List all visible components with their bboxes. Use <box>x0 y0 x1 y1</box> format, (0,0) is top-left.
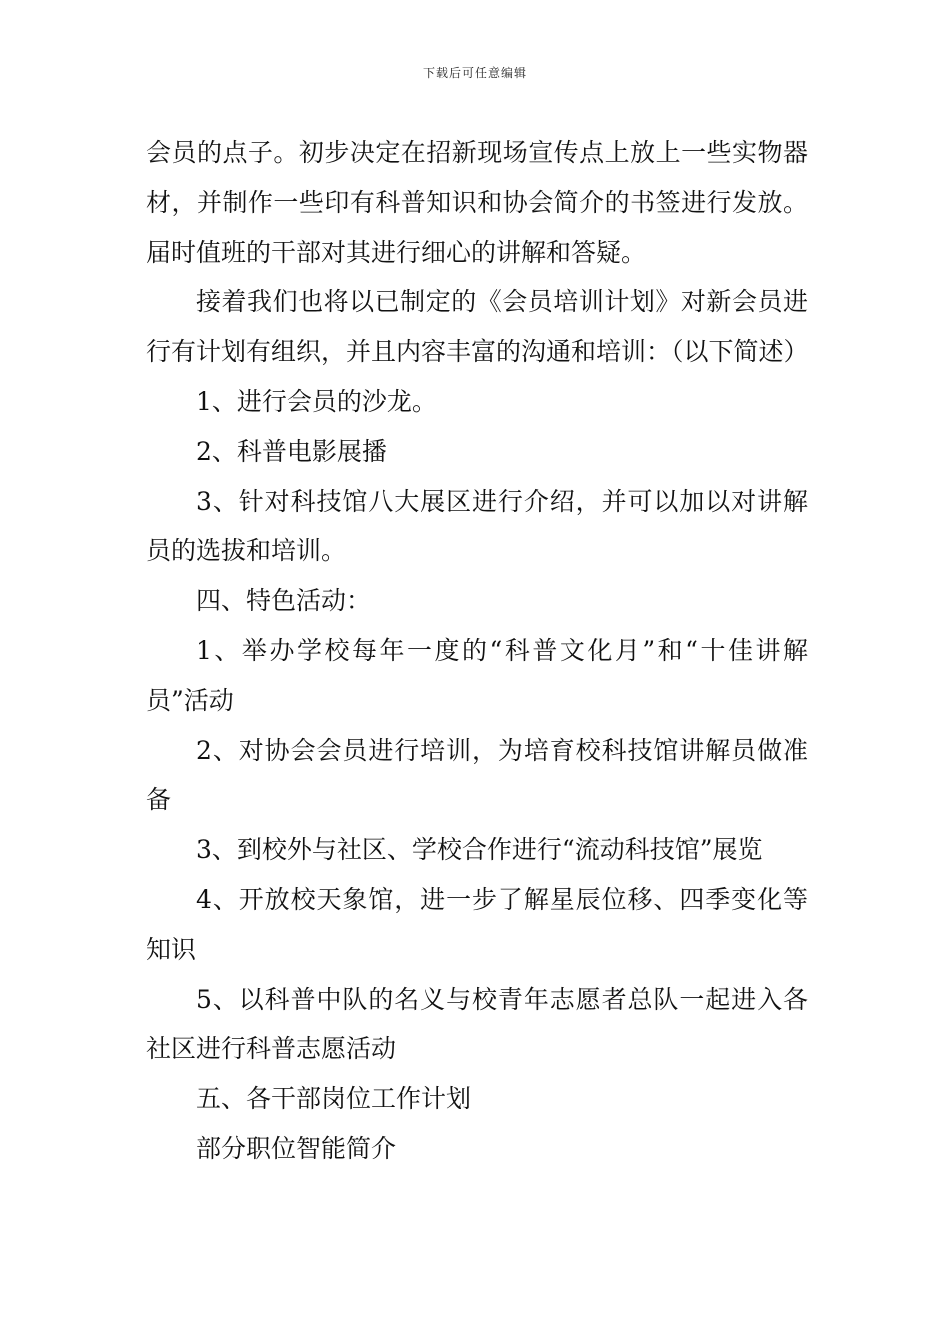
page-header-note: 下载后可任意编辑 <box>422 66 527 80</box>
section-heading-work-plan: 五、各干部岗位工作计划 <box>196 1084 472 1114</box>
list-item-member-training: 2、对协会会员进行培训，为培育校科技馆讲解员做准备 <box>146 735 808 815</box>
paragraph-training-plan: 接着我们也将以已制定的《会员培训计划》对新会员进行有计划有组织，并且内容丰富的沟通和培训：（以下简述） <box>146 287 809 367</box>
list-item-mobile-museum: 3、到校外与社区、学校合作进行“流动科技馆”展览 <box>196 835 763 865</box>
list-item-exhibit-intro: 3、针对科技馆八大展区进行介绍，并可以加以对讲解员的选拔和培训。 <box>146 486 808 566</box>
section-subheading-positions: 部分职位智能简介 <box>196 1133 397 1163</box>
list-item-planetarium: 4、开放校天象馆，进一步了解星辰位移、四季变化等知识 <box>146 884 808 964</box>
document-body <box>146 128 808 1174</box>
list-item-salon: 1、进行会员的沙龙。 <box>196 386 437 416</box>
paragraph-continuation: 会员的点子。初步决定在招新现场宣传点上放上一些实物器材，并制作一些印有科普知识和协会简介的书签进行发放。届时值班的干部对其进行细心的讲解和答疑。 <box>146 138 808 267</box>
list-item-film: 2、科普电影展播 <box>196 436 387 466</box>
section-heading-special-activities: 四、特色活动： <box>196 586 372 616</box>
list-item-volunteer: 5、以科普中队的名义与校青年志愿者总队一起进入各社区进行科普志愿活动 <box>146 984 808 1064</box>
list-item-science-month: 1、举办学校每年一度的“科普文化月”和“十佳讲解员”活动 <box>146 635 808 715</box>
